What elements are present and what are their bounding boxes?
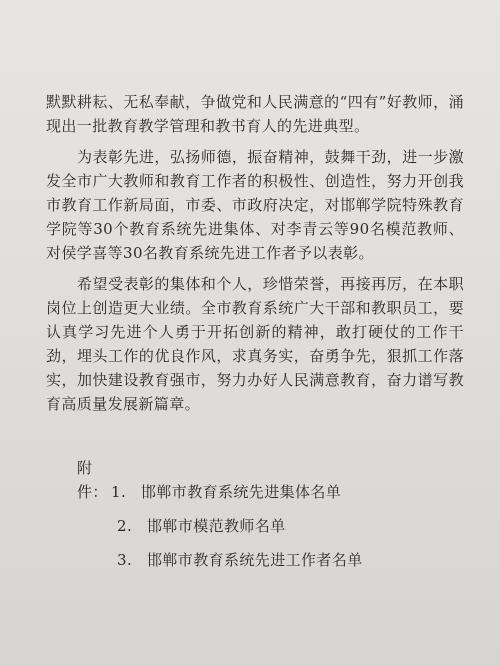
- attachments-list: [46, 456, 464, 572]
- paragraph-expectations: 希望受表彰的集体和个人，珍惜荣誉，再接再厉，在本职岗位上创造更大业绩。全市教育系统广大干部和教职员工，要认真学习先进个人勇于开拓创新的精神，敢打硬仗的工作干劲，埋头工作的优良作风，求真务实，奋勇争先，狠抓工作落实，加快建设教育强市，努力办好人民满意教育，奋力谱写教育高质量发展新篇章。: [46, 275, 464, 413]
- attachment-index: 3.: [117, 551, 133, 569]
- attachments-label: 附件：: [77, 459, 108, 501]
- paragraph-continuation: 默默耕耘、无私奉献，争做党和人民满意的“四有”好教师，涌现出一批教育教学管理和教书育人的先进典型。: [46, 93, 464, 135]
- attachment-title: 邯郸市教育系统先进集体名单: [141, 483, 342, 501]
- attachment-item-1: [46, 456, 464, 504]
- attachment-item-3: [46, 548, 464, 572]
- attachment-title: 邯郸市模范教师名单: [147, 517, 286, 535]
- paragraph-commendation-decision: 为表彰先进，弘扬师德，振奋精神，鼓舞干劲，进一步激发全市广大教师和教育工作者的积极性、创造性，努力开创我市教育工作新局面，市委、市政府决定，对邯郸学院特殊教育学院等30个教育系统先进集体、对李青云等90名模范教师、对侯学喜等30名教育系统先进工作者予以表彰。: [46, 148, 464, 262]
- attachment-index: 2.: [117, 517, 133, 535]
- attachment-item-2: [46, 514, 464, 538]
- attachment-index: 1.: [111, 483, 127, 501]
- document-body: [46, 90, 464, 582]
- attachment-title: 邯郸市教育系统先进工作者名单: [147, 551, 363, 569]
